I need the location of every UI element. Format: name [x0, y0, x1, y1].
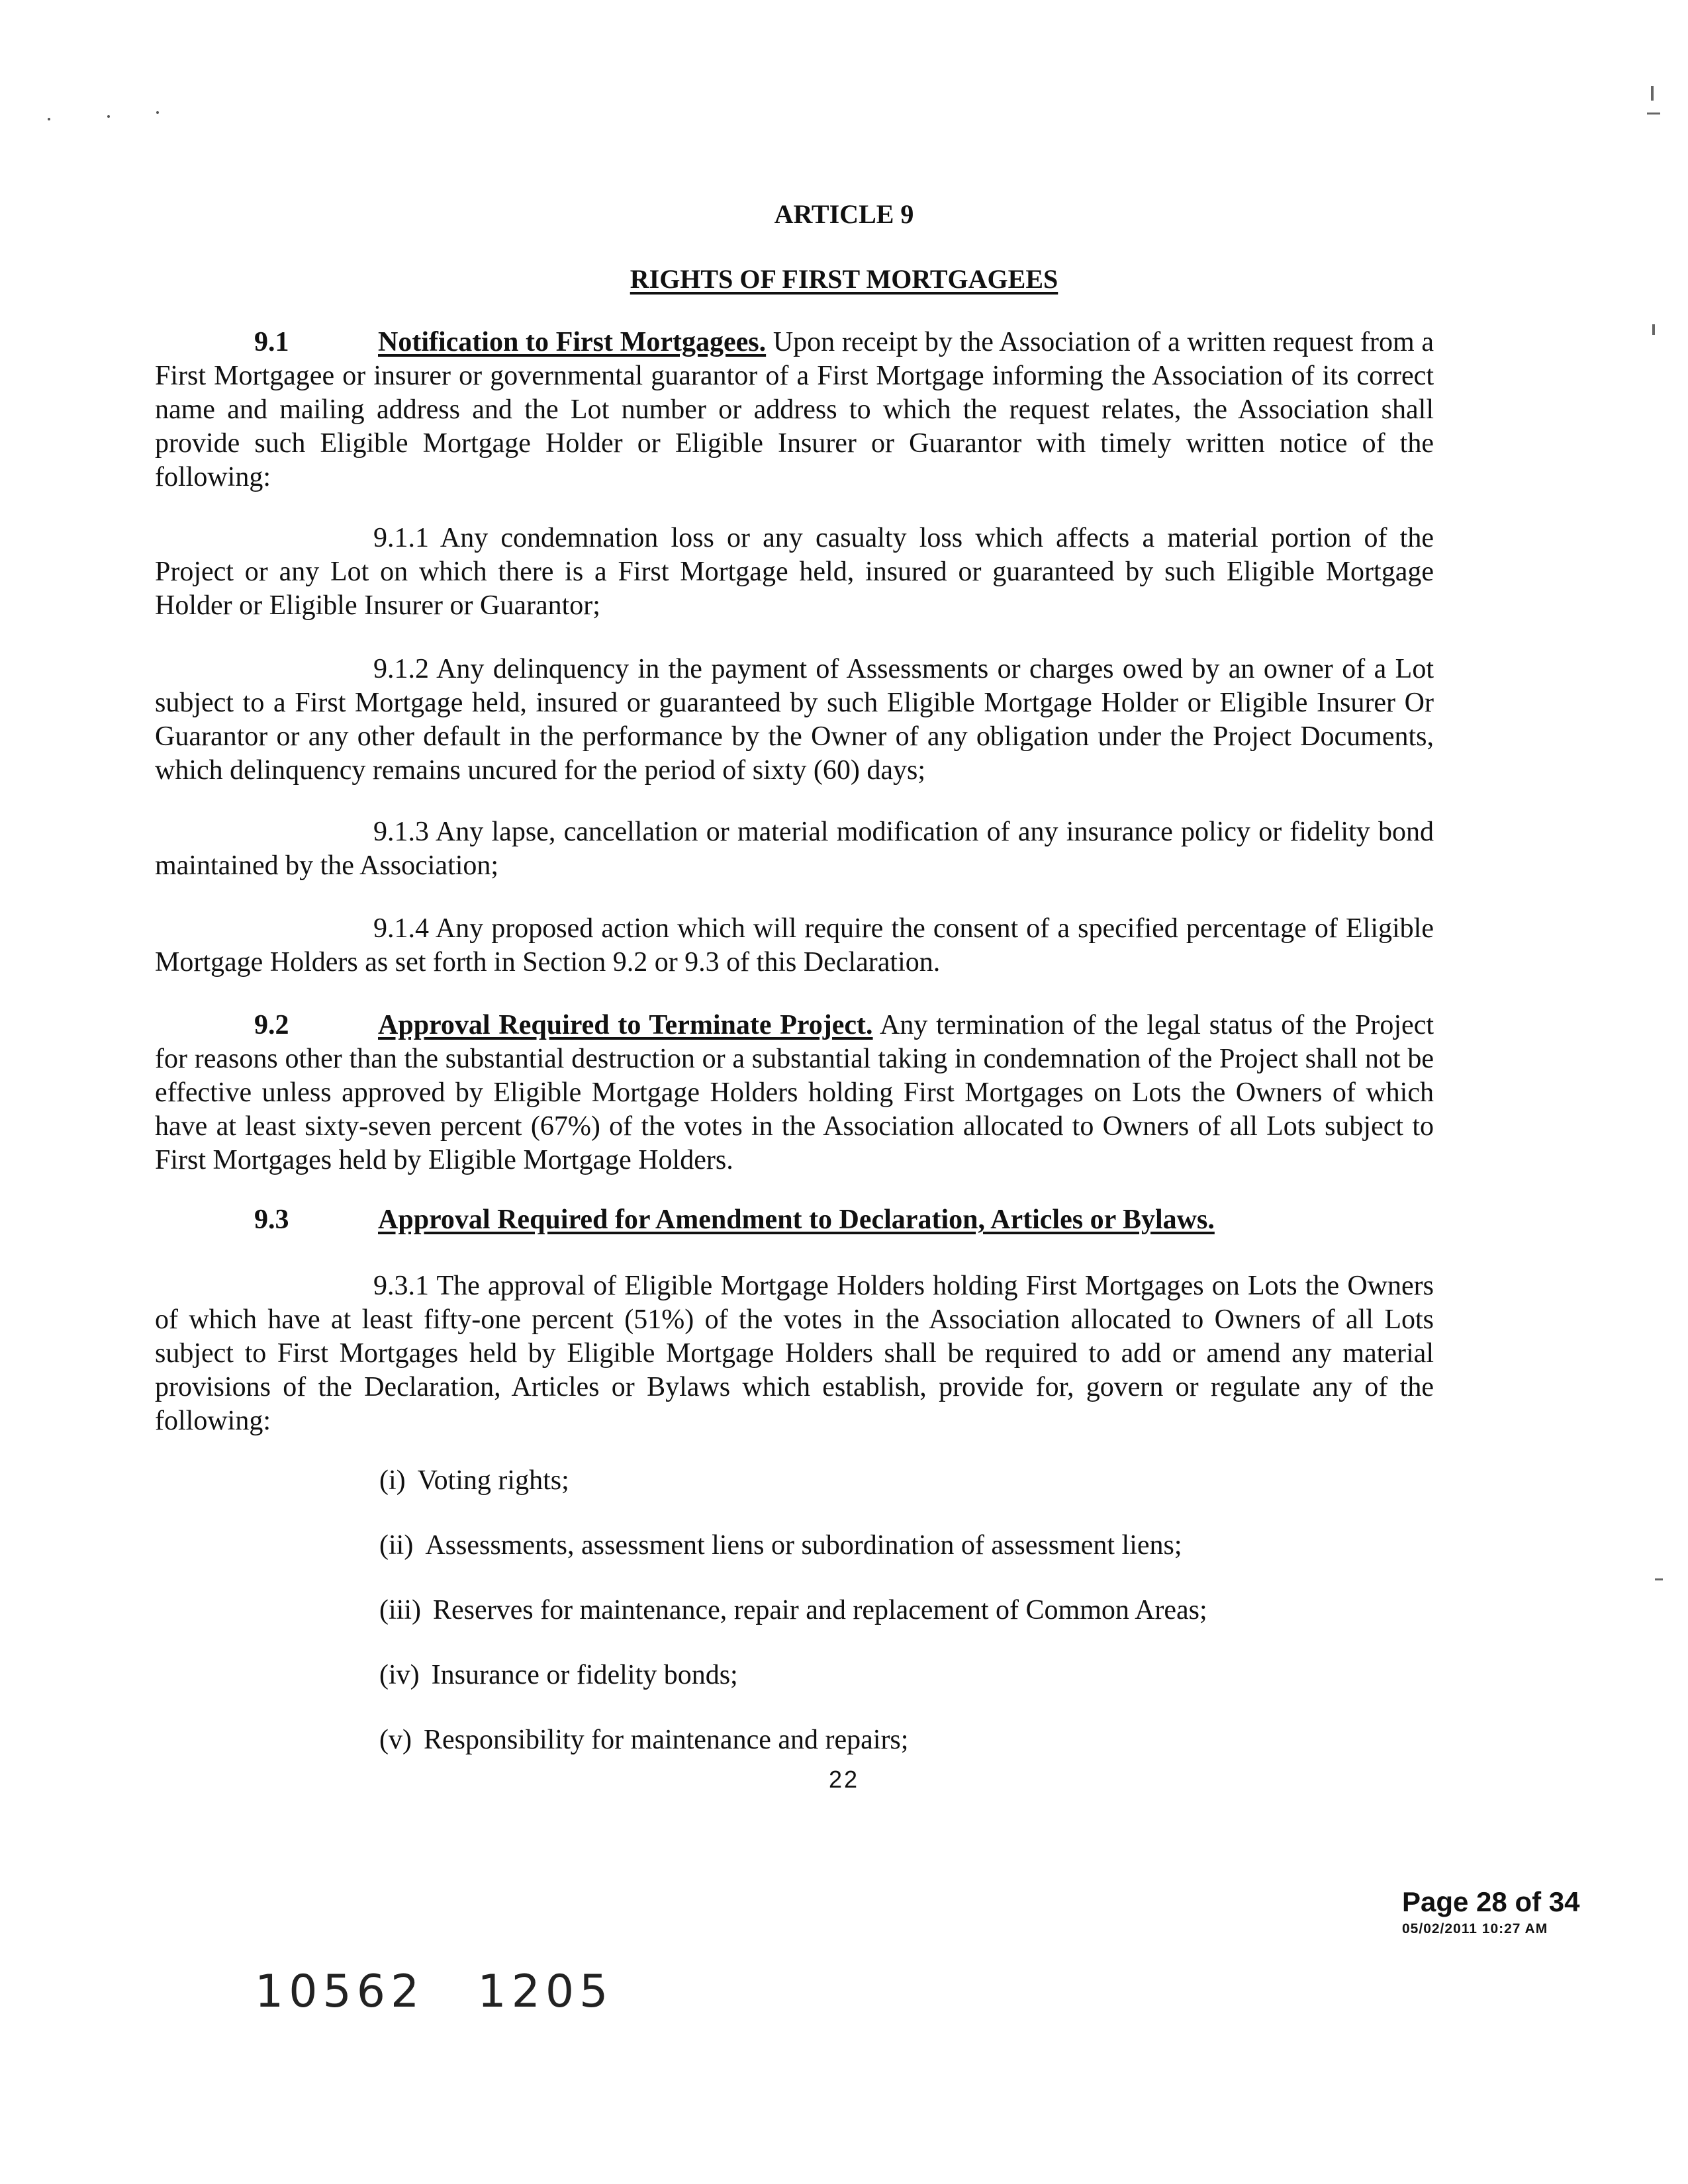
clause-9-3-1: 9.3.1 The approval of Eligible Mortgage Holders holding First Mortgages on Lots the Owners of which have at least fifty-one percent (51%) of the votes in the Association allocated to Owners of all Lots subject to First Mortgages held by Eligible Mortgage Holders shall be required to add or amend any material provisions of the Declaration, Articles or Bylaws which establish, provide for, govern or regulate any of the following: [155, 1271, 1434, 1436]
scan-speck [48, 118, 50, 120]
section-9-1 [155, 326, 1434, 494]
list-item-number: (v) [379, 1725, 412, 1755]
book-page-reference [255, 1966, 666, 2018]
page-number: 22 [828, 1766, 860, 1793]
book-page-number: 1205 [477, 1966, 614, 2018]
scan-edge-mark [1652, 324, 1655, 335]
list-item-text: Responsibility for maintenance and repairs; [423, 1725, 909, 1755]
list-item [379, 1529, 1182, 1563]
list-item-number: (iv) [379, 1660, 420, 1690]
list-item-number: (ii) [379, 1530, 414, 1561]
scan-speck [107, 115, 110, 118]
section-body: Any termination of the legal status of the Project for reasons other than the substantial destruction or a substantial taking in condemnation of the Project shall not be effective unless approved by Eligible Mortgage Holders holding First Mortgages on Lots the Owners of which have at least sixty-seven percent (67%) of the votes in the Association allocated to Owners of all Lots subject to First Mortgages held by Eligible Mortgage Holders. [155, 1010, 1434, 1175]
section-9-2 [155, 1009, 1434, 1177]
article-heading: ARTICLE 9 [774, 199, 914, 229]
list-item [379, 1464, 569, 1498]
list-item [379, 1659, 738, 1692]
scan-edge-mark [1655, 1578, 1663, 1580]
section-heading: Approval Required to Terminate Project. [378, 1010, 873, 1040]
section-body: Upon receipt by the Association of a written request from a First Mortgagee or insurer or governmental guarantor of a First Mortgage informing the Association of its correct name and mailing address and the Lot number or address to which the request relates, the Association shall provide such Eligible Mortgage Holder or Eligible Insurer or Guarantor with timely written notice of the following: [155, 327, 1434, 492]
scan-speck [156, 111, 159, 114]
section-number: 9.2 [254, 1010, 289, 1040]
book-number: 10562 [255, 1966, 425, 2018]
clause-9-1-1: 9.1.1 Any condemnation loss or any casualty loss which affects a material portion of the Project or any Lot on which there is a First Mortgage held, insured or guaranteed by such Eligible Mortgage Holder or Eligible Insurer or Guarantor; [155, 523, 1434, 621]
clause-9-1-4: 9.1.4 Any proposed action which will require the consent of a specified percentage of Eligible Mortgage Holders as set forth in Section 9.2 or 9.3 of this Declaration. [155, 913, 1434, 978]
section-heading: Approval Required for Amendment to Declaration, Articles or Bylaws. [378, 1205, 1215, 1235]
scan-edge-mark [1647, 113, 1660, 114]
list-item-number: (i) [379, 1465, 406, 1496]
list-item-text: Reserves for maintenance, repair and replacement of Common Areas; [432, 1595, 1207, 1625]
list-item [379, 1723, 908, 1757]
list-item-number: (iii) [379, 1595, 421, 1625]
list-item-text: Voting rights; [417, 1465, 569, 1496]
recorder-page-stamp: Page 28 of 34 [1402, 1886, 1580, 1917]
scan-edge-mark [1651, 86, 1654, 101]
section-number: 9.3 [254, 1205, 289, 1235]
article-title: RIGHTS OF FIRST MORTGAGEES [630, 264, 1058, 294]
clause-9-1-2: 9.1.2 Any delinquency in the payment of Assessments or charges owed by an owner of a Lot subject to a First Mortgage held, insured or guaranteed by such Eligible Mortgage Holder or Eligible Insurer Or Guarantor or any other default in the performance by the Owner of any obligation under the Project Documents, which delinquency remains uncured for the period of sixty (60) days; [155, 654, 1434, 786]
recorder-date-stamp: 05/02/2011 10:27 AM [1402, 1921, 1548, 1936]
list-item-text: Insurance or fidelity bonds; [431, 1660, 738, 1690]
section-9-3 [155, 1203, 1434, 1237]
section-number: 9.1 [254, 327, 289, 357]
list-item-text: Assessments, assessment liens or subordination of assessment liens; [425, 1530, 1182, 1561]
list-item [379, 1594, 1207, 1627]
section-heading: Notification to First Mortgagees. [378, 327, 767, 357]
clause-9-1-3: 9.1.3 Any lapse, cancellation or material modification of any insurance policy or fidelity bond maintained by the Association; [155, 817, 1434, 881]
